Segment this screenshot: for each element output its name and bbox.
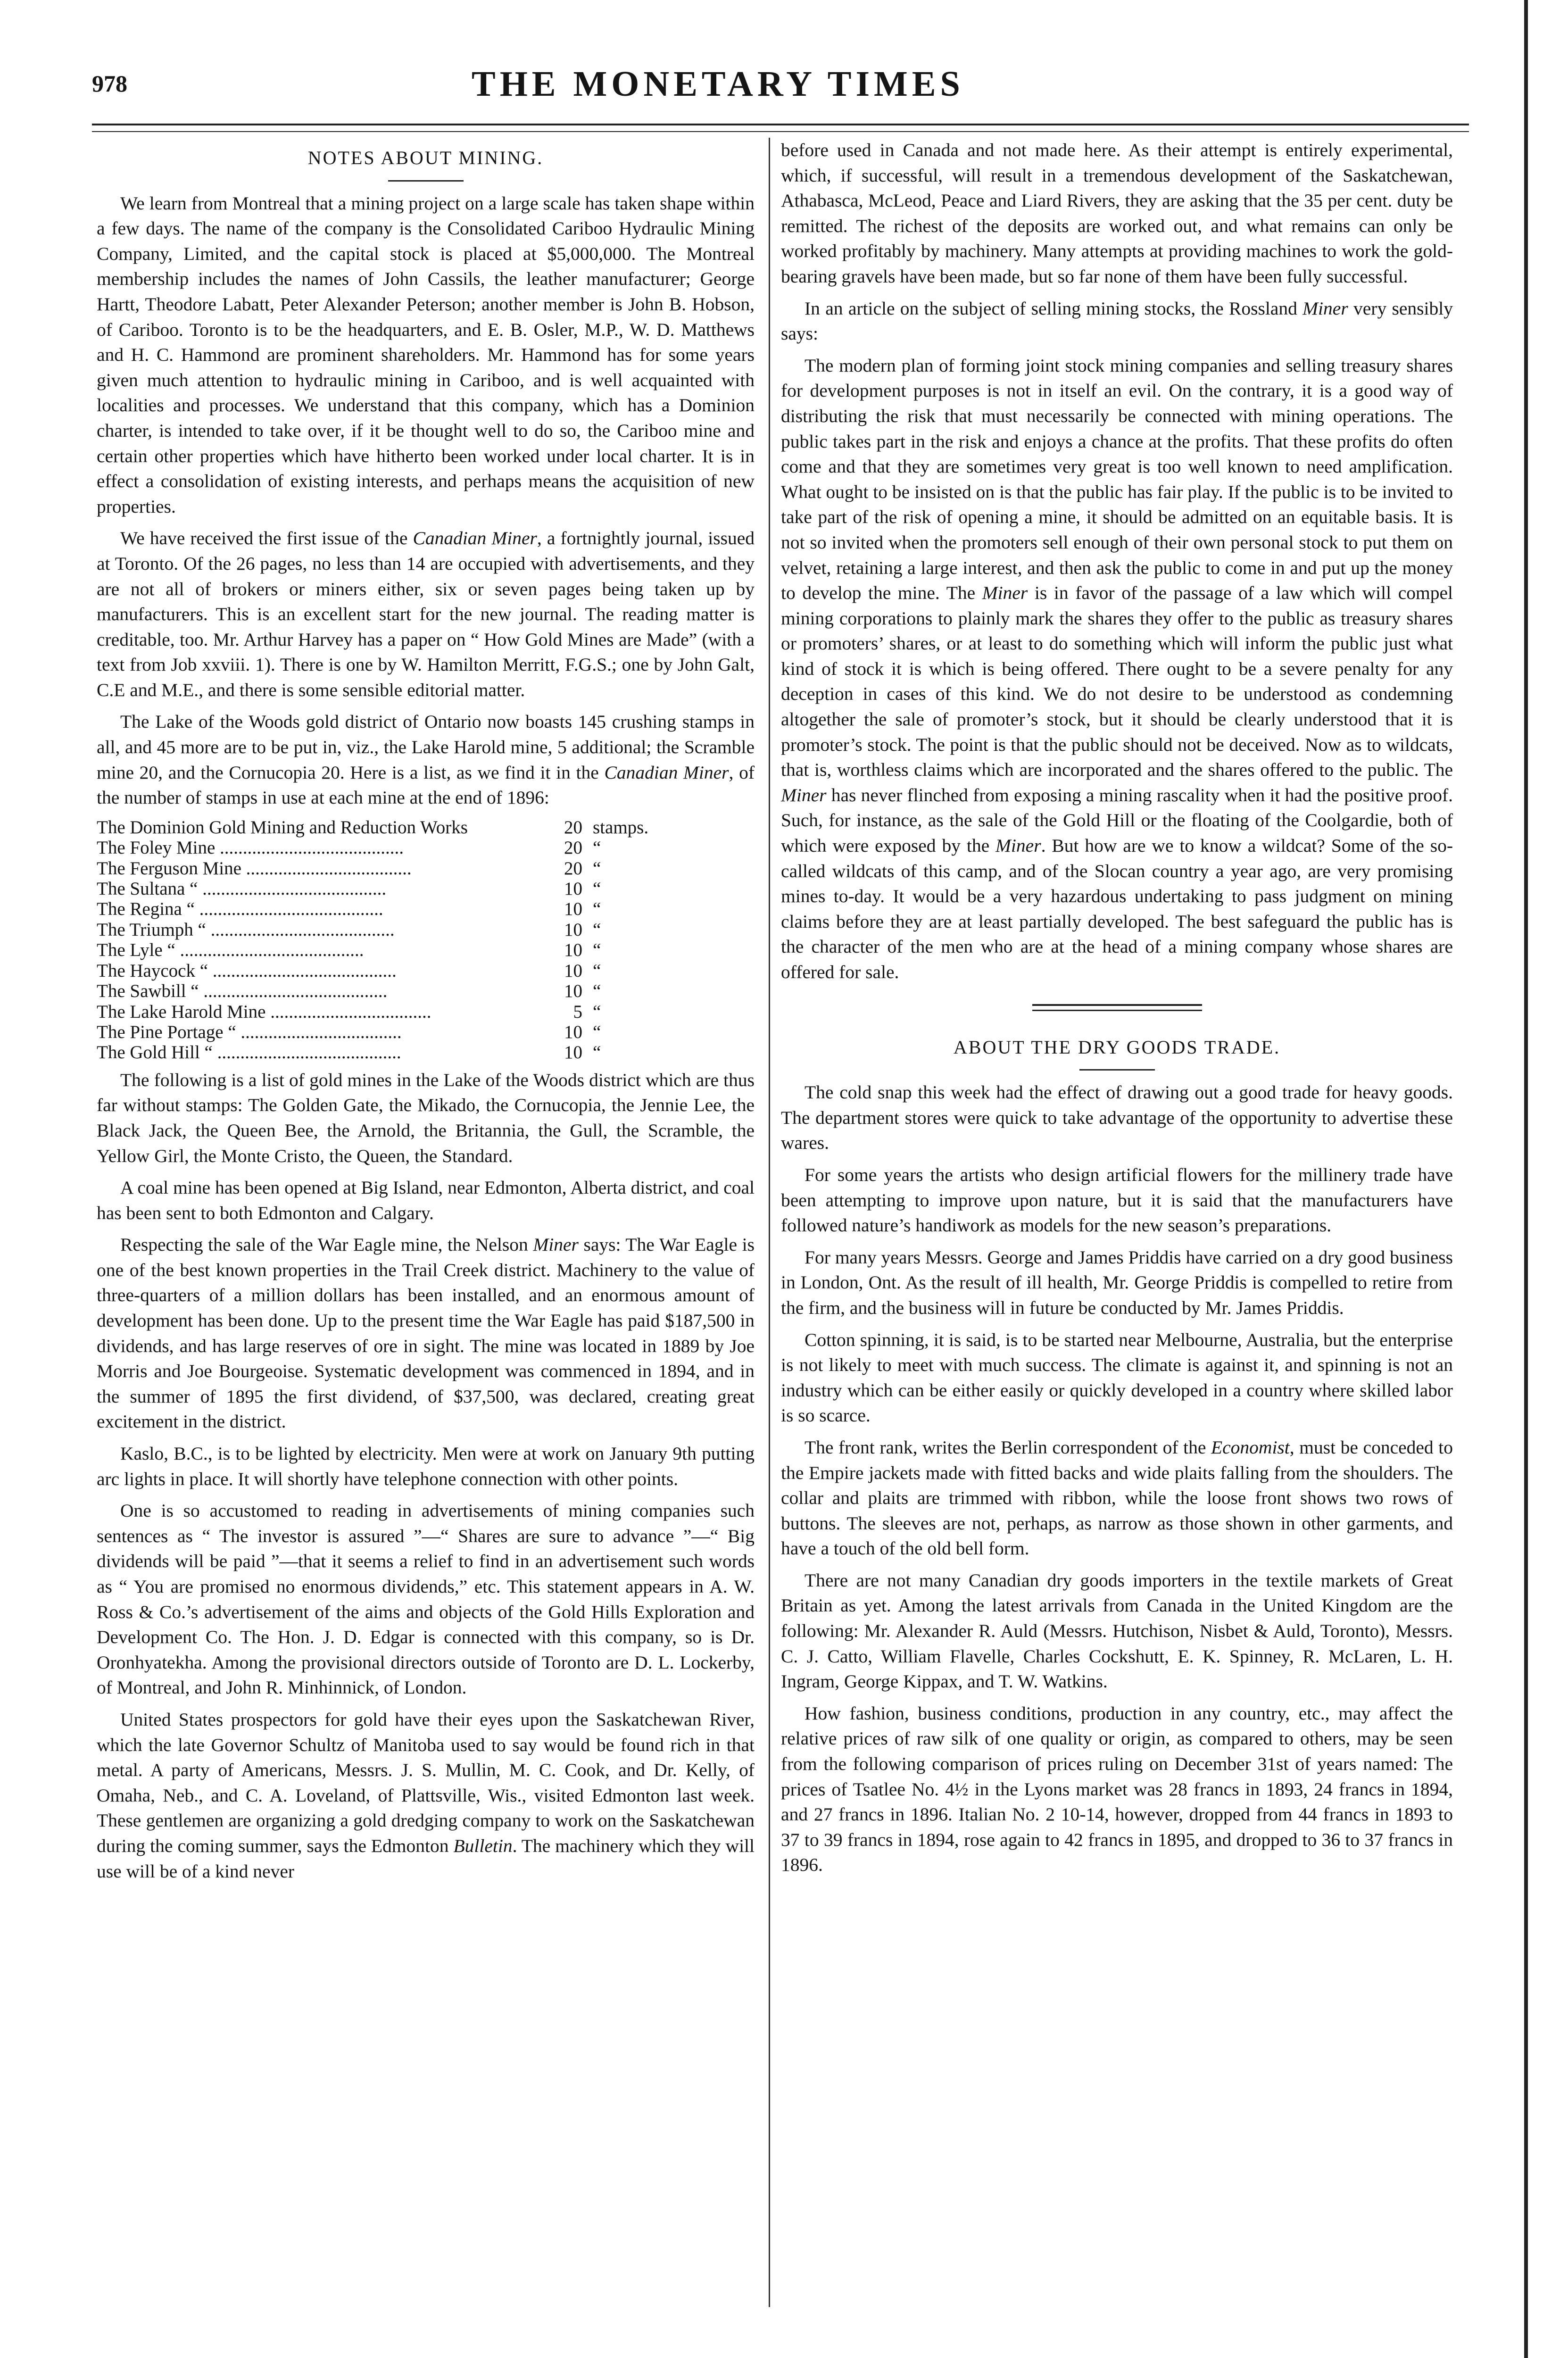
paragraph: The cold snap this week had the effect of drawing out a good trade for heavy goods. The department stores were quick to take advantage of the opportunity to advertise these wares. — [781, 1082, 1453, 1154]
stamps-table — [97, 817, 755, 1063]
paragraph: We have received the first issue of the Canadian Miner, a fortnightly journal, issued at Toronto. Of the 26 pages, no less than 14 are occupied with advertisements, and they are not all of brokers or miners either, six or seven pages being taken up by manufacturers. This is an excellent start for the new journal. The reading matter is creditable, too. Mr. Arthur Harvey has a paper on “ How Gold Mines are Made” (with a text from Job xxviii. 1). There is one by W. Hamilton Merritt, F.G.S.; one by John Galt, C.E and M.E., and there is some sensible editorial matter. — [97, 528, 755, 700]
table-row: The Ferguson Mine .................................... 20 “ — [97, 858, 601, 879]
page-edge — [1524, 0, 1528, 2358]
masthead: THE MONETARY TIMES — [472, 64, 964, 104]
paragraph: We learn from Montreal that a mining project on a large scale has taken shape within a few days. The name of the company is the Consolidated Cariboo Hydraulic Mining Company, Limited, and the capital stock is placed at $5,000,000. The Montreal membership includes the names of John Cassils, the leather manufacturer; George Hartt, Theodore Labatt, Peter Alexander Peterson; another member is John B. Hobson, of Cariboo. Toronto is to be the headquarters, and E. B. Osler, M.P., W. D. Matthews and H. C. Hammond are prominent shareholders. Mr. Hammond has for some years given much attention to hydraulic mining in Cariboo, and is well acquainted with localities and processes. We understand that this company, which has a Dominion charter, is intended to take over, if it be thought well to do so, the Cariboo mine and certain other properties which have hitherto been worked under local charter. It is in effect a consolidation of existing interests, and perhaps means the acquisition of new properties. — [97, 192, 755, 517]
column-divider — [769, 138, 770, 2307]
heading-rule — [388, 180, 464, 182]
paragraph: Respecting the sale of the War Eagle mine, the Nelson Miner says: The War Eagle is one of the best known properties in the Trail Creek district. Machinery to the value of three-quarters of a million dollars has been installed, and an enormous amount of development has been done. Up to the present time the War Eagle has paid $187,500 in dividends, and has large reserves of ore in sight. The mine was located in 1889 by Joe Morris and Joe Bourgeoise. Systematic development was commenced in 1894, and in the summer of 1895 the first dividend, of $37,500, was declared, creating great excitement in the district. — [97, 1234, 755, 1432]
header-rule — [92, 124, 1469, 125]
left-column — [97, 138, 755, 1891]
header-rule-thin — [92, 131, 1469, 132]
table-row: The Lake Harold Mine ................................... 5 “ — [97, 1001, 601, 1022]
paragraph: United States prospectors for gold have their eyes upon the Saskatchewan River, which the late Governor Schultz of Manitoba used to say would be found rich in that metal. A party of Americans, Messrs. J. S. Mullin, M. C. Cook, and Dr. Kelly, of Omaha, Neb., and C. A. Loveland, of Plattsville, Wis., visited Edmonton last week. These gentlemen are organizing a gold dredging company to work on the Saskatchewan during the coming summer, says the Edmonton Bulletin. The machinery which they will use will be of a kind never — [97, 1709, 755, 1882]
table-row: The Sawbill “ ........................................ 10 “ — [97, 981, 601, 1002]
paragraph: before used in Canada and not made here. As their attempt is entirely experimental, which, if successful, will result in a tremendous development of the Saskatchewan, Athabasca, McLeod, Peace and Liard Rivers, they are asking that the 35 per cent. duty be remitted. The richest of the deposits are worked out, and what remains can only be worked profitably by machinery. Many attempts at providing machines to work the gold-bearing gravels have been made, but so far none of them have been fully successful. — [781, 140, 1453, 287]
paragraph: Cotton spinning, it is said, is to be started near Melbourne, Australia, but the enterprise is not likely to meet with much success. The climate is against it, and spinning is not an industry which can be either easily or quickly developed in a country where skilled labor is so scarce. — [781, 1329, 1453, 1426]
section-heading-mining: NOTES ABOUT MINING. — [307, 147, 544, 168]
paragraph: The front rank, writes the Berlin correspondent of the Economist, must be conceded to the Empire jackets made with fitted backs and wide plaits falling from the shoulders. The collar and plaits are trimmed with ribbon, while the loose front shows two rows of buttons. The sleeves are not, perhaps, as narrow as those shown in other garments, and have a touch of the old bell form. — [781, 1436, 1453, 1559]
paragraph: For some years the artists who design artificial flowers for the millinery trade have been attempting to improve upon nature, but it is said that the manufacturers have followed nature’s handiwork as models for the new season’s preparations. — [781, 1164, 1453, 1236]
table-row: The Regina “ ........................................ 10 “ — [97, 899, 601, 920]
paragraph: One is so accustomed to reading in advertisements of mining companies such sentences as “ The investor is assured ”—“ Shares are sure to advance ”—“ Big dividends will be paid ”—that it seems a relief to find in an advertisement such words as “ You are promised no enormous dividends,” etc. This statement appears in A. W. Ross & Co.’s advertisement of the aims and objects of the Gold Hills Exploration and Development Co. The Hon. J. D. Edgar is connected with this company, so is Dr. Oronhyatekha. Among the provisional directors outside of Toronto are D. L. Lockerby, of Montreal, and John R. Minhinnick, of London. — [97, 1500, 755, 1698]
heading-rule — [1079, 1069, 1155, 1071]
table-row: The Dominion Gold Mining and Reduction Works 20 stamps. — [97, 817, 649, 838]
paragraph: Kaslo, B.C., is to be lighted by electricity. Men were at work on January 9th putting arc lights in place. It will shortly have telephone connection with other points. — [97, 1443, 755, 1489]
table-row: The Triumph “ ........................................ 10 “ — [97, 919, 601, 940]
paragraph: In an article on the subject of selling mining stocks, the Rossland Miner very sensibly says: — [781, 298, 1453, 344]
table-row: The Foley Mine ........................................ 20 “ — [97, 838, 601, 858]
table-row: The Pine Portage “ ................................... 10 “ — [97, 1021, 601, 1042]
table-row: The Gold Hill “ ........................................ 10 “ — [97, 1042, 601, 1063]
paragraph: The modern plan of forming joint stock mining companies and selling treasury shares for development purposes is not in itself an evil. On the contrary, it is a good way of distributing the risk that must necessarily be connected with mining operations. The public takes part in the risk and enjoys a chance at the profits. That these profits do often come and that they are sometimes very great is too well known to need amplification. What ought to be insisted on is that the public has fair play. If the public is to be invited to take part of the risk of opening a mine, it should be admitted on an equitable basis. It is not so invited when the promoters sell enough of their own personal stock to put them on velvet, retaining a large interest, and then ask the public to come in and put up the money to develop the mine. The Miner is in favor of the passage of a law which will compel mining corporations to plainly mark the shares they offer to the public as treasury shares or promoters’ shares, or at least to do something which will inform the public just what kind of stock it is which is being offered. There ought to be a severe penalty for any deception in cases of this kind. We do not desire to be understood as condemning altogether the sale of promoter’s stock, but it should be clearly understood that it is promoter’s stock. The point is that the public should not be deceived. Now as to wildcats, that is, worthless claims which are incorporated and the shares offered to the public. The Miner has never flinched from exposing a mining rascality when it had the positive proof. Such, for instance, as the sale of the Gold Hill or the floating of the Coolgardie, both of which were exposed by the Miner. But how are we to know a wildcat? Some of the so-called wildcats of this camp, and of the Slocan country a year ago, are very promising mines to-day. It would be a very hazardous undertaking to pass judgment on mining claims before they are at least partially developed. The best safeguard the public has is the character of the men who are at the head of a mining company whose shares are offered for sale. — [781, 355, 1453, 982]
section-separator — [1032, 1004, 1202, 1011]
paragraph: There are not many Canadian dry goods importers in the textile markets of Great Britain as yet. Among the latest arrivals from Canada in the United Kingdom are the following: Mr. Alexander R. Auld (Messrs. Hutchison, Nisbet & Auld, Toronto), Messrs. C. J. Catto, William Flavelle, Charles Cockshutt, E. K. Spinney, R. McLaren, L. H. Ingram, George Kippax, and T. W. Watkins. — [781, 1569, 1453, 1692]
paragraph: How fashion, business conditions, production in any country, etc., may affect the relative prices of raw silk of one quality or origin, as compared to others, may be seen from the following comparison of prices ruling on December 31st of years named: The prices of Tsatlee No. 4½ in the Lyons market was 28 francs in 1893, 24 francs in 1894, and 27 francs in 1896. Italian No. 2 10-14, however, dropped from 44 francs in 1893 to 37 to 39 francs in 1894, rose again to 42 francs in 1895, and dropped to 36 to 37 francs in 1896. — [781, 1702, 1453, 1876]
table-row: The Lyle “ ........................................ 10 “ — [97, 940, 601, 961]
page-number: 978 — [92, 70, 127, 97]
paragraph: A coal mine has been opened at Big Island, near Edmonton, Alberta district, and coal has been sent to both Edmonton and Calgary. — [97, 1177, 755, 1223]
right-column — [781, 138, 1453, 1885]
paragraph: The following is a list of gold mines in the Lake of the Woods district which are thus far without stamps: The Golden Gate, the Mikado, the Cornucopia, the Jennie Lee, the Black Jack, the Queen Bee, the Arnold, the Britannia, the Gull, the Scramble, the Yellow Girl, the Monte Cristo, the Queen, the Standard. — [97, 1069, 755, 1166]
paragraph: The Lake of the Woods gold district of Ontario now boasts 145 crushing stamps in all, and 45 more are to be put in, viz., the Lake Harold mine, 5 additional; the Scramble mine 20, and the Cornucopia 20. Here is a list, as we find it in the Canadian Miner, of the number of stamps in use at each mine at the end of 1896: — [97, 711, 755, 808]
table-row: The Sultana “ ........................................ 10 “ — [97, 879, 601, 899]
table-row: The Haycock “ ........................................ 10 “ — [97, 960, 601, 981]
section-heading-dry-goods: ABOUT THE DRY GOODS TRADE. — [953, 1036, 1281, 1058]
paragraph: For many years Messrs. George and James Priddis have carried on a dry good business in London, Ont. As the result of ill health, Mr. George Priddis is compelled to retire from the firm, and the business will in future be conducted by Mr. James Priddis. — [781, 1246, 1453, 1318]
